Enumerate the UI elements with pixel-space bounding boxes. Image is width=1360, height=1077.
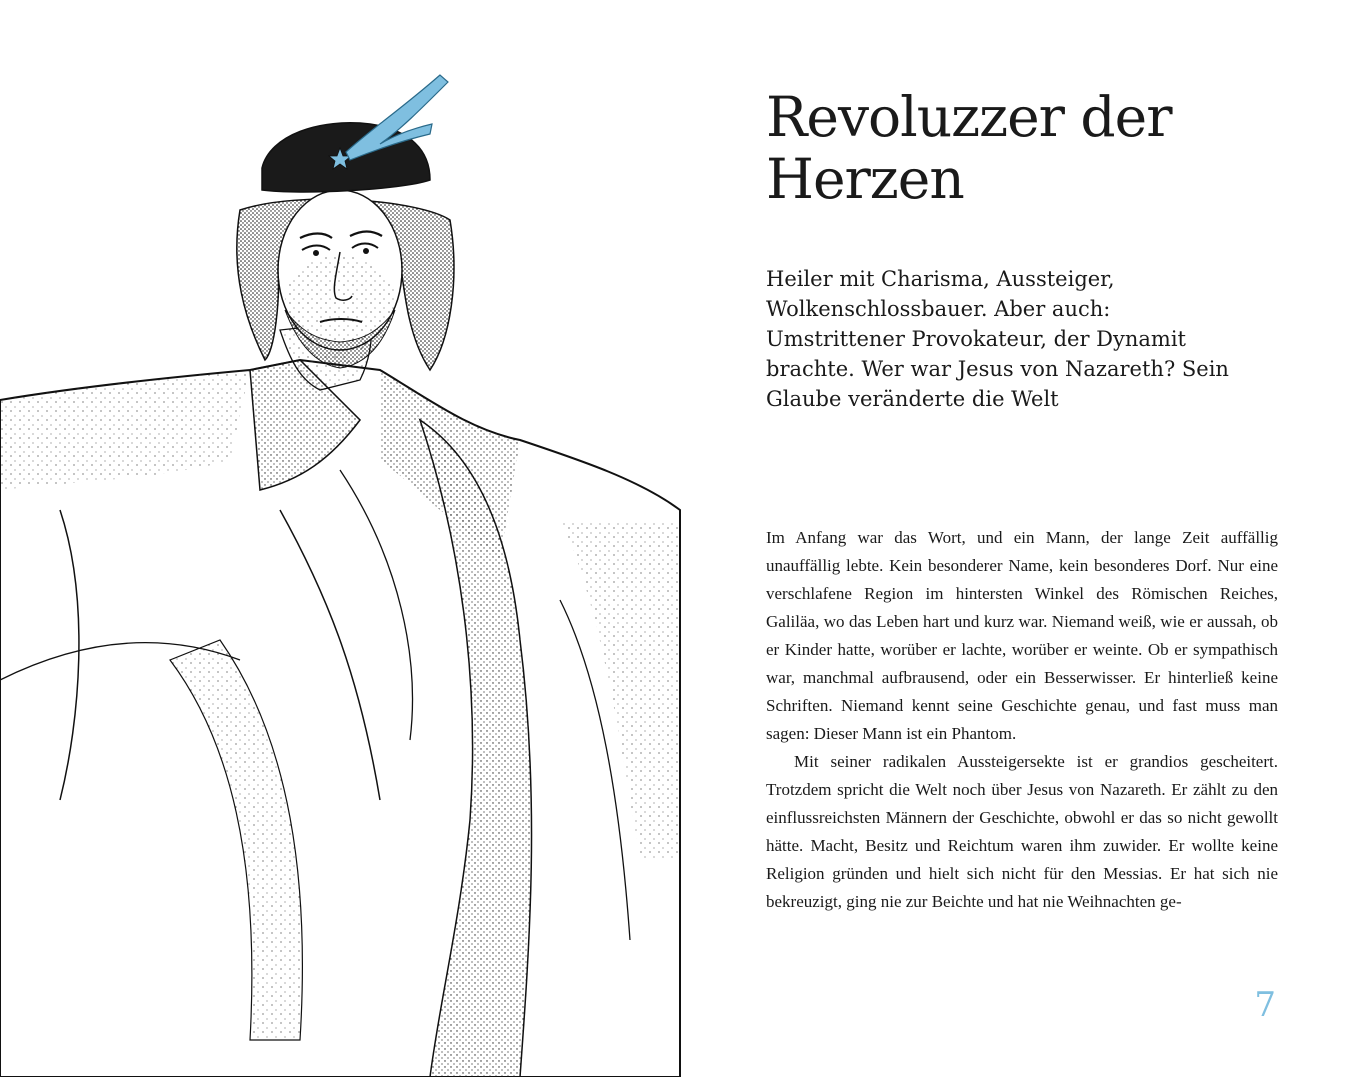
- article-body: [766, 524, 1278, 916]
- body-paragraph-2: Mit seiner radikalen Aussteigersekte ist er grandios gescheitert. Trotzdem spricht die Welt noch über Jesus von Nazareth. Er zählt zu den einflussreichsten Männern der Geschichte, obwohl er das so nicht gewollt hätte. Macht, Besitz und Reichtum waren ihm zuwider. Er wollte keine Religion gründen und hielt sich nicht für den Messias. Er hat sich nie bekreuzigt, ging nie zur Beichte und hat nie Weihnachten ge-: [766, 752, 1278, 911]
- article-lead: Heiler mit Charisma, Aussteiger, Wolkenschlossbauer. Aber auch: Umstrittener Provokateur, der Dynamit brachte. Wer war Jesus von Nazareth? Sein Glaube veränderte die Welt: [766, 267, 1229, 411]
- article-title: [766, 86, 1278, 210]
- portrait-drawing: [0, 40, 700, 1077]
- page-number: 7: [1254, 985, 1276, 1025]
- article-column: [766, 86, 1278, 916]
- title-line-1: Revoluzzer der: [766, 85, 1172, 149]
- illustration-jesus-portrait: [0, 40, 700, 1077]
- title-line-2: Herzen: [766, 147, 964, 211]
- body-paragraph-1: Im Anfang war das Wort, und ein Mann, der lange Zeit auffällig unauffällig lebte. Kein besonderer Name, kein besonderes Dorf. Nur eine verschlafene Region im hintersten Winkel des Römischen Reiches, Galiläa, wo das Leben hart und kurz war. Niemand weiß, wie er aussah, ob er Kinder hatte, worüber er lachte, worüber er weinte. Ob er sympathisch war, manchmal aufbrausend, oder ein Besserwisser. Er hinterließ keine Schriften. Niemand kennt seine Geschichte genau, und fast muss man sagen: Dieser Mann ist ein Phantom.: [766, 528, 1278, 743]
